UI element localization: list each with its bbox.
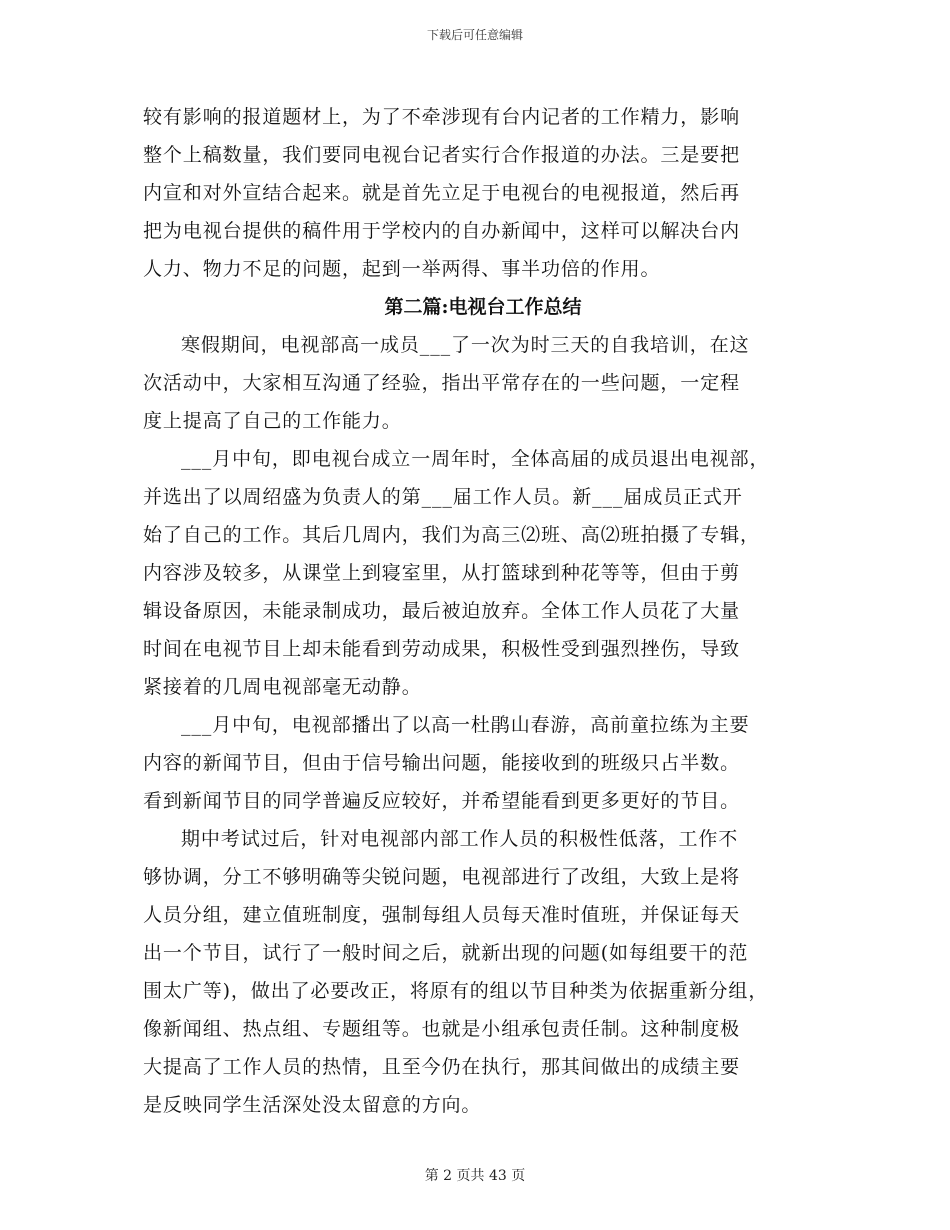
- text-line: 寒假期间，电视部高一成员___了一次为时三天的自我培训，在这: [181, 334, 750, 356]
- text-line: 辑设备原因，未能录制成功，最后被迫放弃。全体工作人员花了大量: [143, 600, 741, 622]
- text-line: 较有影响的报道题材上，为了不牵涉现有台内记者的工作精力，影响: [143, 106, 741, 128]
- text-line: 大提高了工作人员的热情，且至今仍在执行，那其间做出的成绩主要: [143, 1056, 741, 1078]
- text-line: 看到新闻节目的同学普遍反应较好，并希望能看到更多更好的节目。: [143, 790, 741, 812]
- text-line: 围太广等)，做出了必要改正，将原有的组以节目种类为依据重新分组，: [143, 980, 769, 1002]
- paragraph: [143, 706, 823, 820]
- text-line: 时间在电视节目上却未能看到劳动成果，积极性受到强烈挫伤，导致: [143, 638, 741, 660]
- section-title: 第二篇:电视台工作总结: [384, 296, 582, 318]
- text-line: 人员分组，建立值班制度，强制每组人员每天准时值班，并保证每天: [143, 904, 741, 926]
- text-line: 整个上稿数量，我们要同电视台记者实行合作报道的办法。三是要把: [143, 144, 741, 166]
- text-line: 始了自己的工作。其后几周内，我们为高三⑵班、高⑵班拍摄了专辑，: [143, 524, 760, 546]
- text-line: 期中考试过后，针对电视部内部工作人员的积极性低落，工作不: [181, 828, 739, 850]
- text-line: 内容的新闻节目，但由于信号输出问题，能接收到的班级只占半数。: [143, 752, 741, 774]
- text-line: 是反映同学生活深处没太留意的方向。: [143, 1094, 482, 1116]
- text-line: 内宣和对外宣结合起来。就是首先立足于电视台的电视报道，然后再: [143, 182, 741, 204]
- text-line: 够协调，分工不够明确等尖锐问题，电视部进行了改组，大致上是将: [143, 866, 741, 888]
- paragraph: [143, 326, 823, 440]
- paragraph: [143, 98, 823, 288]
- text-line: ___月中旬，即电视台成立一周年时，全体高届的成员退出电视部，: [181, 448, 770, 470]
- text-line: 度上提高了自己的工作能力。: [143, 410, 402, 432]
- text-line: 内容涉及较多，从课堂上到寝室里，从打篮球到种花等等，但由于剪: [143, 562, 741, 584]
- page-header: 下载后可任意编辑: [426, 28, 523, 42]
- text-line: ___月中旬，电视部播出了以高一杜鹃山春游，高前童拉练为主要: [181, 714, 750, 736]
- document-body: [143, 98, 823, 1124]
- page-footer: 第 2 页共 43 页: [424, 1168, 526, 1184]
- text-line: 人力、物力不足的问题，起到一举两得、事半功倍的作用。: [143, 258, 661, 280]
- paragraph: [143, 440, 823, 706]
- text-line: 次活动中，大家相互沟通了经验，指出平常存在的一些问题，一定程: [143, 372, 741, 394]
- text-line: 出一个节目，试行了一般时间之后，就新出现的问题(如每组要干的范: [143, 942, 749, 964]
- text-line: 把为电视台提供的稿件用于学校内的自办新闻中，这样可以解决台内: [143, 220, 741, 242]
- text-line: 并选出了以周绍盛为负责人的第___届工作人员。新___届成员正式开: [143, 486, 743, 508]
- text-line: 像新闻组、热点组、专题组等。也就是小组承包责任制。这种制度极: [143, 1018, 741, 1040]
- text-line: 紧接着的几周电视部毫无动静。: [143, 676, 422, 698]
- paragraph: [143, 820, 823, 1124]
